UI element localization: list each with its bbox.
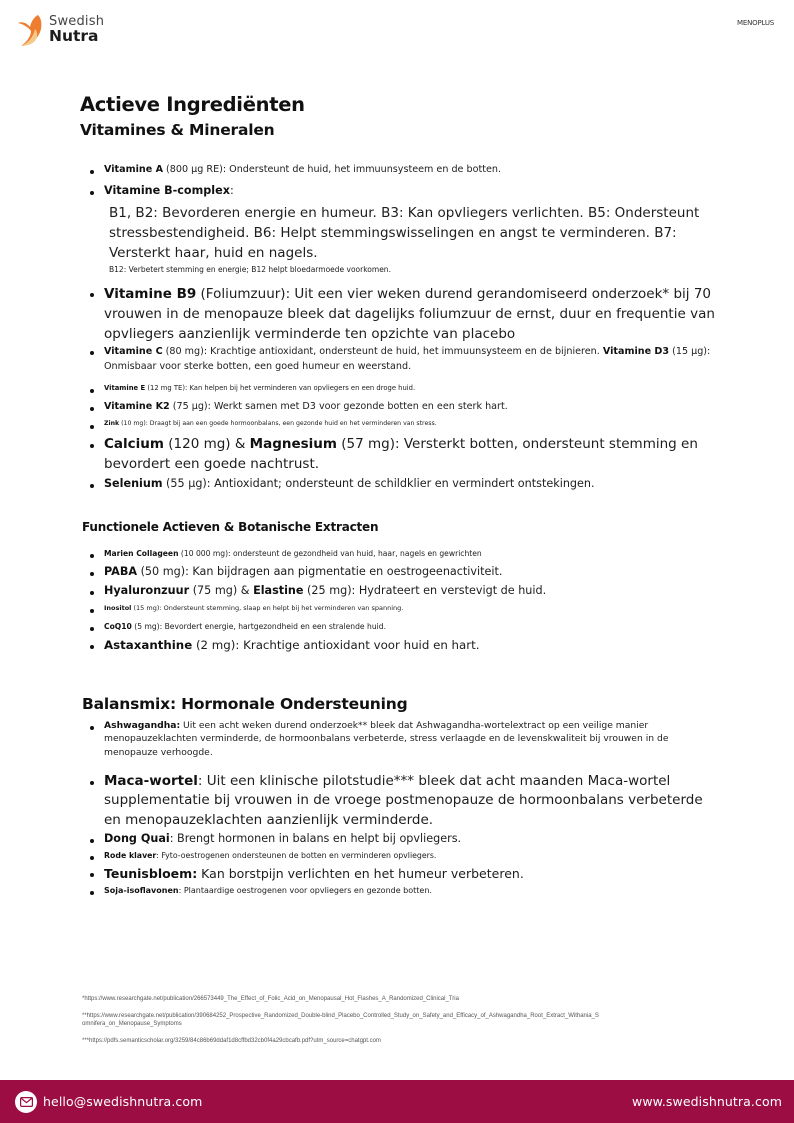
ingredient-description: : [229,184,234,197]
ingredient-description: (57 mg): Versterkt botten, ondersteunt stemming en bevordert een goede nachtrust. [104,436,698,472]
list-item [80,548,730,559]
website-link[interactable]: www.swedishnutra.com [632,1094,782,1109]
ingredient-name: Marien Collageen [104,549,179,558]
ingredient-name: Elastine [253,584,304,597]
ingredient-name: Calcium [104,436,164,452]
email-link[interactable]: hello@swedishnutra.com [43,1094,203,1109]
ingredient-name: Hyaluronzuur [104,584,190,597]
ingredient-description: (5 mg): Bevordert energie, hartgezondheid en een stralende huid. [131,622,386,631]
list-item [80,772,730,831]
list-item [80,476,730,492]
page-title: Actieve Ingrediënten [80,93,305,116]
list-item [80,435,730,474]
list-item [80,719,730,759]
ingredient-name: Vitamine A [104,164,163,175]
footnotes [82,995,602,1054]
list-item [80,603,730,613]
ingredient-name: Vitamine K2 [104,401,170,412]
ingredient-description: (10 mg): Draagt bij aan een goede hormoonbalans, een gezonde huid en het verminderen van stress. [119,420,437,427]
product-tag: MENOPLUS [737,19,774,27]
ingredient-name: CoQ10 [104,622,132,631]
ingredient-description: (2 mg): Krachtige antioxidant voor huid en hart. [192,638,480,652]
b12-text: B12: Verbetert stemming en energie; B12 helpt bloedarmoede voorkomen. [109,265,391,274]
ingredient-description: (Foliumzuur): Uit een vier weken durend gerandomiseerd onderzoek* bij 70 vrouwen in de menopauze bleek dat dagelijks foliumzuur de ernst, duur en frequentie van opvliegers aanzienlijk verminderde ten opzichte van placebo [104,286,715,342]
footer-email[interactable] [15,1091,202,1113]
ingredient-description: (15 mg): Ondersteunt stemming, slaap en helpt bij het verminderen van spanning. [131,604,404,612]
ingredient-description: Kan borstpijn verlichten en het humeur verbeteren. [197,866,524,882]
b-complex-text: B1, B2: Bevorderen energie en humeur. B3: Kan opvliegers verlichten. B5: Ondersteunt stressbestendigheid. B6: Helpt stemmingswisselingen en angst te verminderen. B7: Versterkt haar, huid en nagels. [109,205,700,261]
ingredient-description: : Fyto-oestrogenen ondersteunen de botten en verminderen opvliegers. [156,851,437,861]
mail-icon [15,1091,37,1113]
hormonal-list [80,719,730,896]
list-item [80,831,730,847]
vitamins-list-continued [80,284,730,492]
list-item [80,885,730,896]
list-item [80,383,730,393]
brand-logo [17,13,104,47]
ingredient-name: Vitamine E [104,384,146,392]
footer-bar [0,1080,794,1123]
ingredient-name: Soja-isoflavonen [104,885,179,895]
list-item [80,344,730,374]
b-complex-details [80,203,730,275]
ingredient-description: (75 mg) & [189,584,254,597]
list-item [80,621,730,632]
footnote-link[interactable]: ***https://pdfs.semanticscholar.org/3259/84c86b69ddaf1d8cffbd32cb0f4a29cbcafb.pdf?utm_source=chatgpt.com [82,1038,381,1044]
list-item [80,400,730,414]
ingredient-name: Selenium [104,477,163,490]
ingredient-name: Astaxanthine [104,638,193,652]
footnote-link[interactable]: *https://www.researchgate.net/publication/266573449_The_Effect_of_Folic_Acid_on_Menopausal_Hot_Flashes_A_Randomized_Clinical_Tria [82,996,459,1002]
ingredient-description: (75 µg): Werkt samen met D3 voor gezonde botten en een sterk hart. [169,401,508,412]
section-title-hormonal: Balansmix: Hormonale Ondersteuning [82,695,408,713]
vitamins-list [80,163,730,199]
ingredient-description: (55 µg): Antioxidant; ondersteunt de schildklier en vermindert ontstekingen. [162,477,595,490]
ingredient-name: Rode klaver [104,851,157,861]
ingredient-name: PABA [104,565,138,578]
ingredient-name: Vitamine C [104,346,163,357]
ingredient-name: Ashwagandha: [104,720,181,731]
section-title-vitamins: Vitamines & Mineralen [80,121,275,139]
ingredient-name: Maca-wortel [104,772,198,789]
list-item [80,183,730,199]
list-item [80,637,730,653]
ingredient-name: Vitamine D3 [602,346,670,357]
list-item [80,850,730,861]
ingredient-description: (25 mg): Hydrateert en verstevigt de huid. [303,584,547,597]
list-item [80,419,730,429]
list-item [80,564,730,580]
list-item [80,163,730,177]
functional-list [80,548,730,653]
section-title-functional: Functionele Actieven & Botanische Extracten [82,520,379,534]
ingredient-description: : Plantaardige oestrogenen voor opvliegers en gezonde botten. [178,885,432,895]
main-content [80,92,730,896]
ingredient-name: Magnesium [249,436,337,452]
ingredient-description: (12 mg TE): Kan helpen bij het verminderen van opvliegers en een droge huid. [145,384,416,392]
footnote-link[interactable]: **https://www.researchgate.net/publication/390684252_Prospective_Randomized_Double-blind_Placebo_Controlled_Study_on_Safety_and_Efficacy_of_Ashwagandha_Root_Extract_Withania_Somnifera_on_Menopause_Symptoms [82,1013,599,1027]
ingredient-name: Teunisbloem: [104,866,198,882]
brand-name-line1: Swedish [49,14,105,30]
ingredient-name: Vitamine B-complex [104,184,230,197]
ingredient-description: (15 µg): Onmisbaar voor sterke botten, een goed humeur en weerstand. [104,346,711,372]
ingredient-description: (80 mg): Krachtige antioxidant, ondersteunt de huid, het immuunsysteem en de bijnieren. [162,346,603,357]
bird-wing-logo-icon [17,13,45,47]
ingredient-description: (120 mg) & [163,436,250,452]
list-item [80,284,730,344]
brand-name-line2: Nutra [49,27,99,46]
list-item [80,583,730,599]
ingredient-description: Uit een acht weken durend onderzoek** bleek dat Ashwagandha-wortelextract op een veilige manier menopauzeklachten verminderde, de hormoonbalans verbeterde, stress verlaagde en de levenskwaliteit bij vrouwen in de menopauze verhoogde. [104,720,669,758]
list-item [80,864,730,884]
ingredient-description: (10 000 mg): ondersteunt de gezondheid van huid, haar, nagels en gewrichten [178,549,482,558]
ingredient-description: (50 mg): Kan bijdragen aan pigmentatie en oestrogeenactiviteit. [137,565,503,578]
ingredient-name: Inositol [104,604,132,612]
ingredient-description: : Uit een klinische pilotstudie*** bleek dat acht maanden Maca-wortel supplementatie bij vrouwen in de vroege postmenopauze de hormoonbalans verbeterde en menopauzeklachten aanzienlijk verminderde. [104,772,703,828]
ingredient-name: Vitamine B9 [104,286,197,302]
ingredient-name: Dong Quai [104,832,170,846]
ingredient-description: : Brengt hormonen in balans en helpt bij opvliegers. [169,832,462,846]
ingredient-name: Zink [104,420,120,427]
ingredient-description: (800 µg RE): Ondersteunt de huid, het immuunsysteem en de botten. [163,164,502,175]
